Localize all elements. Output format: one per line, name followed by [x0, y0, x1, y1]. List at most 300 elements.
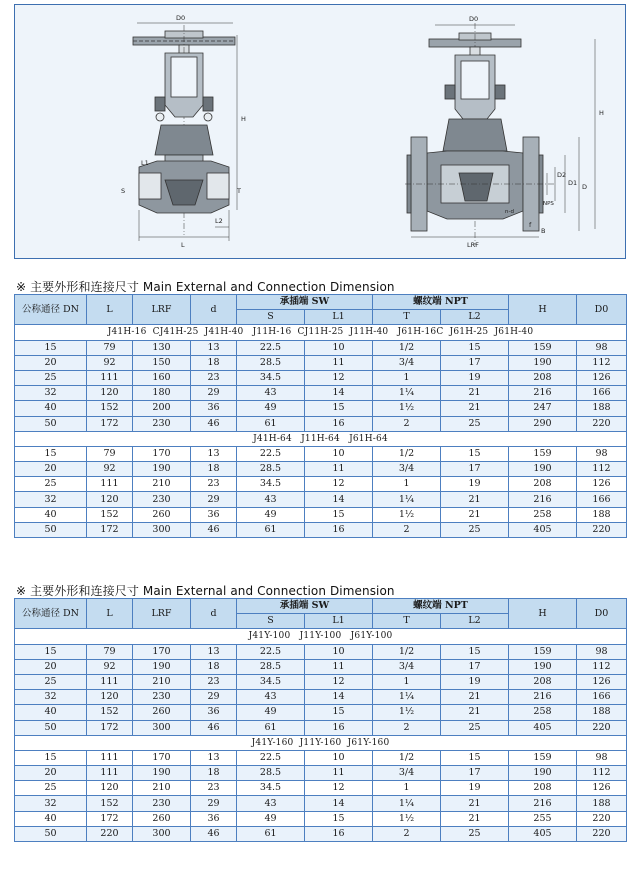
table-cell: 190 — [133, 766, 191, 781]
table-cell: 247 — [509, 401, 577, 416]
table-cell: 172 — [87, 720, 133, 735]
table-cell: 120 — [87, 781, 133, 796]
table-cell: 29 — [191, 492, 237, 507]
table-cell: 111 — [87, 766, 133, 781]
table-cell: 29 — [191, 796, 237, 811]
table-cell: 49 — [237, 811, 305, 826]
table-cell: 152 — [87, 507, 133, 522]
table-cell: 210 — [133, 477, 191, 492]
right-label-d: D — [582, 183, 588, 191]
table-cell: 34.5 — [237, 370, 305, 385]
header-l: L — [87, 599, 133, 629]
table-row — [15, 659, 627, 674]
left-valve-drawing — [133, 23, 237, 241]
table-cell: 190 — [509, 462, 577, 477]
table-cell: 13 — [191, 750, 237, 765]
table-cell: 120 — [87, 492, 133, 507]
table-cell: 14 — [305, 796, 373, 811]
table-row — [15, 401, 627, 416]
table-cell: 20 — [15, 355, 87, 370]
table-cell: 126 — [577, 370, 627, 385]
table-cell: 130 — [133, 340, 191, 355]
table-cell: 19 — [441, 477, 509, 492]
table-cell: 25 — [15, 674, 87, 689]
table-cell: 112 — [577, 766, 627, 781]
header-t: T — [373, 614, 441, 629]
model-row — [15, 431, 627, 446]
table-cell: 220 — [577, 811, 627, 826]
table-cell: 190 — [133, 462, 191, 477]
table-cell: 15 — [15, 750, 87, 765]
table-cell: 188 — [577, 401, 627, 416]
table-cell: 220 — [577, 826, 627, 841]
table-cell: 405 — [509, 826, 577, 841]
table-row — [15, 522, 627, 537]
table-cell: 21 — [441, 811, 509, 826]
table-cell: 190 — [133, 659, 191, 674]
left-label-l: L — [181, 241, 185, 249]
table-cell: 1½ — [373, 811, 441, 826]
table-cell: 19 — [441, 370, 509, 385]
table-row — [15, 386, 627, 401]
table-row — [15, 355, 627, 370]
table-cell: 46 — [191, 720, 237, 735]
table-cell: 210 — [133, 781, 191, 796]
left-label-l2: L2 — [215, 217, 223, 225]
table-cell: 258 — [509, 507, 577, 522]
table-row — [15, 796, 627, 811]
table-cell: 3/4 — [373, 462, 441, 477]
table-cell: 230 — [133, 492, 191, 507]
table-cell: 1 — [373, 781, 441, 796]
table-cell: 1/2 — [373, 340, 441, 355]
table-cell: 25 — [15, 477, 87, 492]
table-row — [15, 446, 627, 461]
right-label-lrf: LRF — [467, 241, 479, 249]
model-names: J41Y-160 J11Y-160 J61Y-160 — [15, 735, 627, 750]
table-cell: 61 — [237, 522, 305, 537]
table-cell: 126 — [577, 477, 627, 492]
table-cell: 17 — [441, 355, 509, 370]
table-2-body — [15, 629, 627, 842]
section-2-title: ※ 主要外形和连接尺寸 Main External and Connection Dimension — [16, 584, 395, 598]
table-cell: 152 — [87, 401, 133, 416]
table-cell: 260 — [133, 811, 191, 826]
table-cell: 28.5 — [237, 355, 305, 370]
table-cell: 2 — [373, 720, 441, 735]
table-cell: 126 — [577, 674, 627, 689]
table-cell: 50 — [15, 720, 87, 735]
table-cell: 3/4 — [373, 355, 441, 370]
table-cell: 12 — [305, 370, 373, 385]
table-cell: 180 — [133, 386, 191, 401]
table-cell: 29 — [191, 690, 237, 705]
table-cell: 79 — [87, 446, 133, 461]
table-cell: 46 — [191, 416, 237, 431]
table-cell: 40 — [15, 401, 87, 416]
table-row — [15, 507, 627, 522]
table-cell: 405 — [509, 522, 577, 537]
header-d0: D0 — [577, 599, 627, 629]
table-cell: 15 — [15, 644, 87, 659]
table-cell: 111 — [87, 477, 133, 492]
section-1-title: ※ 主要外形和连接尺寸 Main External and Connection Dimension — [16, 280, 395, 294]
table-row — [15, 781, 627, 796]
table-cell: 190 — [509, 355, 577, 370]
table-cell: 220 — [577, 416, 627, 431]
header-l2: L2 — [441, 614, 509, 629]
table-cell: 260 — [133, 507, 191, 522]
table-cell: 14 — [305, 386, 373, 401]
table-cell: 46 — [191, 522, 237, 537]
left-label-l1: L1 — [141, 159, 149, 167]
right-label-d1: D1 — [568, 179, 578, 187]
table-cell: 43 — [237, 386, 305, 401]
table-cell: 210 — [133, 674, 191, 689]
table-cell: 170 — [133, 644, 191, 659]
table-cell: 216 — [509, 386, 577, 401]
table-cell: 230 — [133, 690, 191, 705]
table-cell: 36 — [191, 401, 237, 416]
right-label-d0: D0 — [469, 15, 479, 23]
header-lrf: LRF — [133, 599, 191, 629]
table-row — [15, 462, 627, 477]
dimension-table-2 — [14, 598, 627, 842]
table-cell: 98 — [577, 340, 627, 355]
left-label-d0: D0 — [176, 14, 186, 22]
table-cell: 255 — [509, 811, 577, 826]
table-cell: 111 — [87, 674, 133, 689]
table-cell: 216 — [509, 690, 577, 705]
table-cell: 1/2 — [373, 446, 441, 461]
table-cell: 1 — [373, 477, 441, 492]
table-cell: 21 — [441, 386, 509, 401]
table-cell: 19 — [441, 781, 509, 796]
table-cell: 21 — [441, 705, 509, 720]
table-cell: 188 — [577, 507, 627, 522]
table-cell: 1½ — [373, 401, 441, 416]
table-cell: 28.5 — [237, 659, 305, 674]
table-cell: 15 — [305, 401, 373, 416]
table-cell: 1 — [373, 370, 441, 385]
table-cell: 120 — [87, 386, 133, 401]
table-cell: 19 — [441, 674, 509, 689]
table-cell: 22.5 — [237, 446, 305, 461]
table-cell: 34.5 — [237, 781, 305, 796]
table-cell: 1 — [373, 674, 441, 689]
table-cell: 15 — [305, 705, 373, 720]
header-d: d — [191, 599, 237, 629]
table-cell: 11 — [305, 766, 373, 781]
table-cell: 43 — [237, 796, 305, 811]
table-cell: 29 — [191, 386, 237, 401]
table-cell: 166 — [577, 690, 627, 705]
table-cell: 152 — [87, 705, 133, 720]
table-cell: 188 — [577, 796, 627, 811]
header-npt: 螺纹端 NPT — [373, 599, 509, 614]
table-cell: 61 — [237, 720, 305, 735]
table-cell: 166 — [577, 492, 627, 507]
table-cell: 12 — [305, 477, 373, 492]
model-row — [15, 325, 627, 340]
model-names: J41Y-100 J11Y-100 J61Y-100 — [15, 629, 627, 644]
table-cell: 61 — [237, 826, 305, 841]
table-cell: 290 — [509, 416, 577, 431]
table-cell: 159 — [509, 750, 577, 765]
table-cell: 300 — [133, 826, 191, 841]
table-cell: 22.5 — [237, 644, 305, 659]
table-cell: 230 — [133, 796, 191, 811]
table-cell: 2 — [373, 826, 441, 841]
right-label-nd: n-d — [505, 209, 514, 215]
left-label-s: S — [121, 187, 126, 195]
table-cell: 10 — [305, 446, 373, 461]
table-cell: 10 — [305, 340, 373, 355]
table-cell: 61 — [237, 416, 305, 431]
table-cell: 17 — [441, 659, 509, 674]
table-cell: 98 — [577, 644, 627, 659]
table-row — [15, 720, 627, 735]
table-cell: 405 — [509, 720, 577, 735]
table-cell: 50 — [15, 826, 87, 841]
table-cell: 16 — [305, 720, 373, 735]
table-row — [15, 340, 627, 355]
table-cell: 190 — [509, 766, 577, 781]
table-cell: 152 — [87, 796, 133, 811]
header-dn: 公称通径 DN — [15, 599, 87, 629]
table-cell: 111 — [87, 370, 133, 385]
table-cell: 79 — [87, 644, 133, 659]
table-cell: 15 — [15, 340, 87, 355]
table-cell: 170 — [133, 446, 191, 461]
table-cell: 220 — [577, 522, 627, 537]
table-cell: 16 — [305, 416, 373, 431]
table-row — [15, 826, 627, 841]
table-cell: 1¼ — [373, 492, 441, 507]
table-cell: 208 — [509, 370, 577, 385]
table-row — [15, 416, 627, 431]
table-cell: 34.5 — [237, 674, 305, 689]
right-label-h: H — [599, 109, 604, 117]
header-l2: L2 — [441, 310, 509, 325]
right-label-nps: NPS — [543, 201, 554, 207]
table-cell: 25 — [441, 416, 509, 431]
model-names: J41H-16 CJ41H-25 J41H-40 J11H-16 CJ11H-25 J11H-40 J61H-16C J61H-25 J61H-40 — [15, 325, 627, 340]
table-cell: 40 — [15, 811, 87, 826]
table-cell: 1½ — [373, 705, 441, 720]
table-cell: 98 — [577, 750, 627, 765]
table-cell: 98 — [577, 446, 627, 461]
table-cell: 36 — [191, 705, 237, 720]
right-label-b: B — [541, 227, 546, 235]
header-dn: 公称通径 DN — [15, 295, 87, 325]
right-label-f: f — [529, 221, 532, 229]
table-cell: 112 — [577, 659, 627, 674]
model-row — [15, 735, 627, 750]
table-cell: 14 — [305, 492, 373, 507]
table-cell: 10 — [305, 644, 373, 659]
table-cell: 1¼ — [373, 690, 441, 705]
table-cell: 15 — [15, 446, 87, 461]
table-cell: 28.5 — [237, 462, 305, 477]
table-cell: 1½ — [373, 507, 441, 522]
header-h: H — [509, 599, 577, 629]
table-row — [15, 492, 627, 507]
table-cell: 159 — [509, 340, 577, 355]
table-cell: 40 — [15, 705, 87, 720]
table-cell: 20 — [15, 659, 87, 674]
table-cell: 25 — [441, 826, 509, 841]
table-cell: 17 — [441, 766, 509, 781]
table-cell: 159 — [509, 446, 577, 461]
header-sw: 承插端 SW — [237, 599, 373, 614]
table-cell: 25 — [15, 370, 87, 385]
table-row — [15, 477, 627, 492]
table-cell: 36 — [191, 811, 237, 826]
table-cell: 43 — [237, 492, 305, 507]
valve-drawings — [15, 5, 627, 260]
table-cell: 112 — [577, 355, 627, 370]
table-cell: 208 — [509, 477, 577, 492]
table-cell: 12 — [305, 781, 373, 796]
table-cell: 43 — [237, 690, 305, 705]
table-cell: 36 — [191, 507, 237, 522]
left-label-t: T — [237, 187, 241, 195]
table-cell: 21 — [441, 796, 509, 811]
header-h: H — [509, 295, 577, 325]
table-cell: 300 — [133, 720, 191, 735]
table-cell: 40 — [15, 507, 87, 522]
table-cell: 220 — [87, 826, 133, 841]
table-row — [15, 705, 627, 720]
table-cell: 49 — [237, 507, 305, 522]
table-cell: 1¼ — [373, 796, 441, 811]
table-cell: 32 — [15, 796, 87, 811]
table-cell: 92 — [87, 462, 133, 477]
table-cell: 92 — [87, 659, 133, 674]
table-cell: 20 — [15, 766, 87, 781]
table-cell: 21 — [441, 507, 509, 522]
table-row — [15, 644, 627, 659]
table-cell: 13 — [191, 340, 237, 355]
table-cell: 258 — [509, 705, 577, 720]
table-cell: 23 — [191, 477, 237, 492]
table-cell: 20 — [15, 462, 87, 477]
table-cell: 34.5 — [237, 477, 305, 492]
table-cell: 15 — [441, 750, 509, 765]
table-cell: 111 — [87, 750, 133, 765]
table-cell: 23 — [191, 674, 237, 689]
table-cell: 21 — [441, 690, 509, 705]
dimension-table-1 — [14, 294, 627, 538]
table-cell: 126 — [577, 781, 627, 796]
table-cell: 32 — [15, 386, 87, 401]
table-cell: 220 — [577, 720, 627, 735]
table-cell: 17 — [441, 462, 509, 477]
table-cell: 200 — [133, 401, 191, 416]
header-d0: D0 — [577, 295, 627, 325]
left-label-h: H — [241, 115, 246, 123]
model-names: J41H-64 J11H-64 J61H-64 — [15, 431, 627, 446]
table-cell: 159 — [509, 644, 577, 659]
table-cell: 216 — [509, 796, 577, 811]
table-cell: 23 — [191, 370, 237, 385]
table-cell: 50 — [15, 522, 87, 537]
table-cell: 18 — [191, 462, 237, 477]
table-cell: 2 — [373, 522, 441, 537]
table-cell: 11 — [305, 462, 373, 477]
table-cell: 208 — [509, 781, 577, 796]
header-t: T — [373, 310, 441, 325]
table-cell: 10 — [305, 750, 373, 765]
table-cell: 170 — [133, 750, 191, 765]
table-cell: 2 — [373, 416, 441, 431]
header-l: L — [87, 295, 133, 325]
table-cell: 49 — [237, 401, 305, 416]
table-cell: 190 — [509, 659, 577, 674]
table-cell: 46 — [191, 826, 237, 841]
table-cell: 16 — [305, 522, 373, 537]
table-cell: 50 — [15, 416, 87, 431]
table-row — [15, 766, 627, 781]
table-cell: 12 — [305, 674, 373, 689]
table-cell: 11 — [305, 659, 373, 674]
table-cell: 15 — [441, 644, 509, 659]
right-valve-drawing — [405, 23, 595, 245]
table-row — [15, 811, 627, 826]
header-s: S — [237, 614, 305, 629]
table-cell: 15 — [441, 446, 509, 461]
table-cell: 23 — [191, 781, 237, 796]
table-cell: 1¼ — [373, 386, 441, 401]
table-cell: 32 — [15, 690, 87, 705]
table-cell: 11 — [305, 355, 373, 370]
table-cell: 230 — [133, 416, 191, 431]
table-cell: 18 — [191, 355, 237, 370]
table-cell: 172 — [87, 416, 133, 431]
table-cell: 14 — [305, 690, 373, 705]
header-npt: 螺纹端 NPT — [373, 295, 509, 310]
header-s: S — [237, 310, 305, 325]
table-cell: 172 — [87, 811, 133, 826]
table-cell: 28.5 — [237, 766, 305, 781]
table-cell: 166 — [577, 386, 627, 401]
table-cell: 216 — [509, 492, 577, 507]
table-cell: 16 — [305, 826, 373, 841]
right-label-d2: D2 — [557, 171, 567, 179]
table-cell: 92 — [87, 355, 133, 370]
table-cell: 112 — [577, 462, 627, 477]
table-row — [15, 750, 627, 765]
table-1-body — [15, 325, 627, 538]
table-row — [15, 370, 627, 385]
table-cell: 208 — [509, 674, 577, 689]
table-cell: 25 — [15, 781, 87, 796]
table-cell: 13 — [191, 644, 237, 659]
table-cell: 260 — [133, 705, 191, 720]
table-cell: 22.5 — [237, 340, 305, 355]
table-cell: 1/2 — [373, 750, 441, 765]
table-cell: 15 — [305, 507, 373, 522]
table-cell: 15 — [441, 340, 509, 355]
table-cell: 1/2 — [373, 644, 441, 659]
table-cell: 25 — [441, 720, 509, 735]
table-cell: 13 — [191, 446, 237, 461]
header-l1: L1 — [305, 614, 373, 629]
table-cell: 79 — [87, 340, 133, 355]
table-cell: 300 — [133, 522, 191, 537]
table-cell: 22.5 — [237, 750, 305, 765]
